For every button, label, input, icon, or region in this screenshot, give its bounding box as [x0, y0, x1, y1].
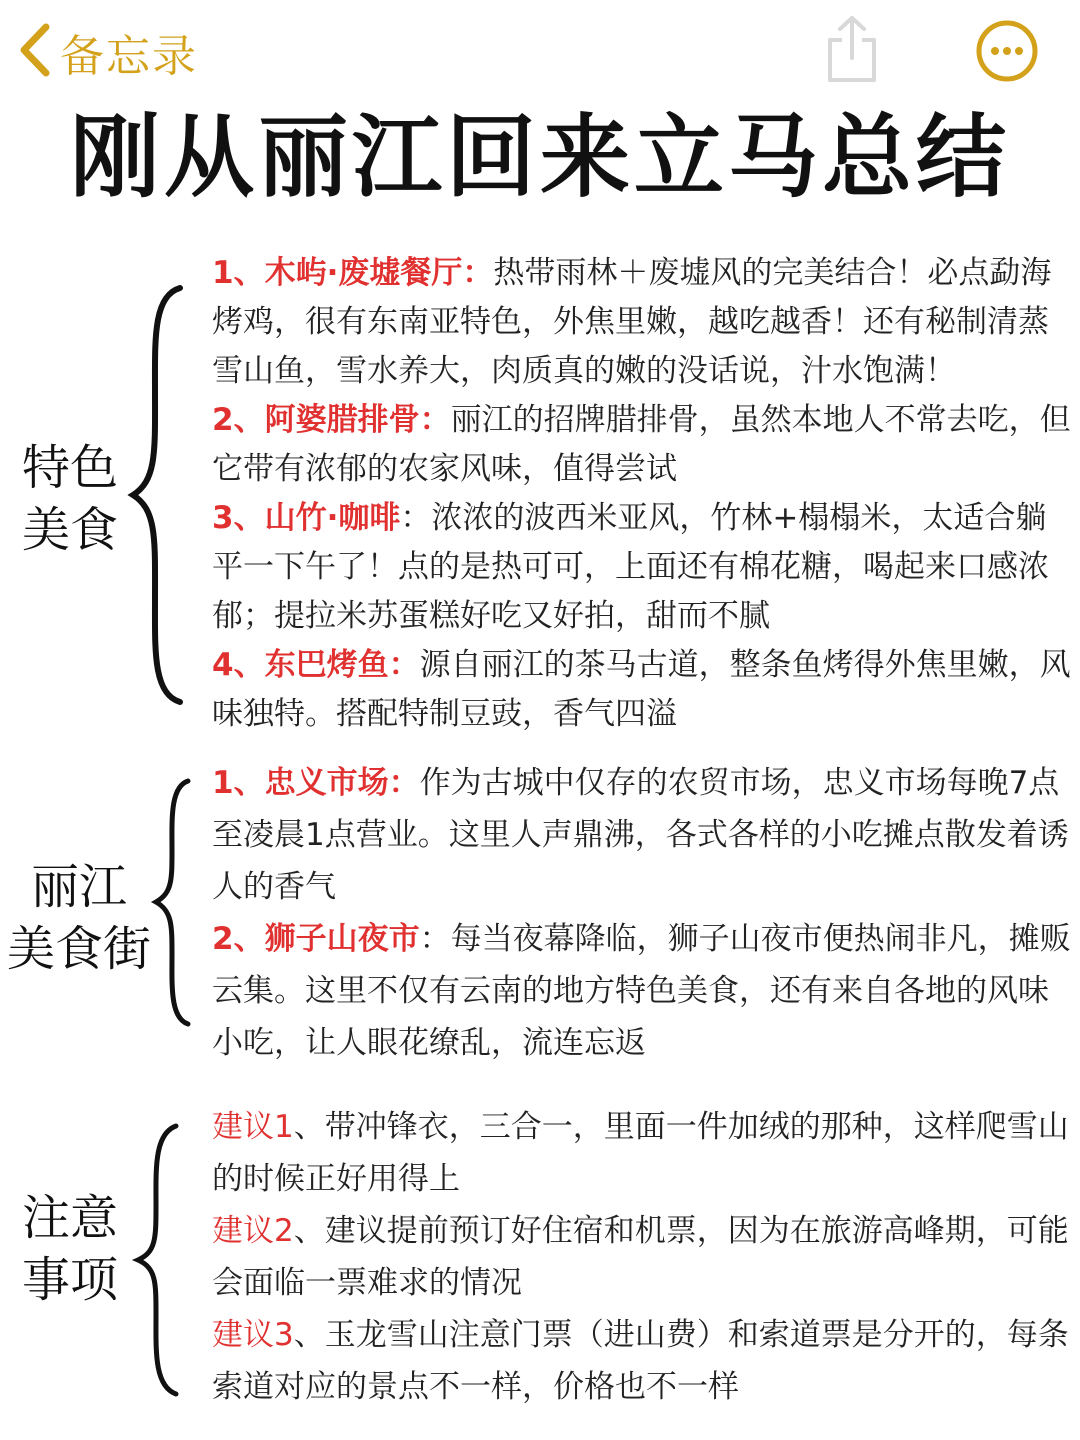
list-item: 建议2、建议提前预订好住宿和机票，因为在旅游高峰期，可能会面临一票难求的情况	[212, 1213, 1069, 1301]
list-item: 建议1、带冲锋衣，三合一，里面一件加绒的那种，这样爬雪山的时候正好用得上	[212, 1109, 1069, 1197]
list-item: 3、山竹·咖啡：浓浓的波西米亚风，竹林+榻榻米，太适合躺平一下午了！点的是热可可，上面还有棉花糖，喝起来口感浓郁；提拉米苏蛋糕好吃又好拍，甜而不腻	[212, 500, 1049, 634]
list-item: 1、忠义市场：作为古城中仅存的农贸市场，忠义市场每晚7点至凌晨1点营业。这里人声鼎沸，各式各样的小吃摊点散发着诱人的香气	[212, 765, 1069, 905]
section-items	[212, 757, 1072, 1069]
more-button[interactable]	[975, 19, 1039, 87]
back-button[interactable]	[14, 20, 198, 84]
section-label: 丽江 美食街	[6, 859, 151, 977]
section-items	[212, 1101, 1072, 1413]
list-item: 4、东巴烤鱼：源自丽江的茶马古道，整条鱼烤得外焦里嫩，风味独特。搭配特制豆豉，香气四溢	[212, 647, 1071, 732]
section-label: 注意 事项	[21, 1190, 118, 1308]
more-icon	[975, 68, 1039, 87]
share-button[interactable]	[822, 14, 882, 88]
note-title: 刚从丽江回来立马总结	[70, 105, 1010, 210]
nav-bar	[0, 0, 1080, 110]
share-icon	[822, 69, 882, 88]
list-item: 2、狮子山夜市：每当夜幕降临，狮子山夜市便热闹非凡，摊贩云集。这里不仅有云南的地方特色美食，还有来自各地的风味小吃，让人眼花缭乱，流连忘返	[212, 921, 1071, 1061]
brace-icon	[130, 1120, 186, 1400]
back-label: 备忘录	[60, 31, 198, 82]
chevron-left-icon	[14, 21, 54, 83]
brace-icon	[125, 280, 195, 710]
brace-icon	[148, 775, 198, 1030]
section-items	[212, 249, 1072, 739]
list-item: 建议3、玉龙雪山注意门票（进山费）和索道票是分开的，每条索道对应的景点不一样，价格也不一样	[212, 1317, 1069, 1405]
section-label: 特色 美食	[21, 440, 118, 558]
list-item: 1、木屿·废墟餐厅：热带雨林＋废墟风的完美结合！必点勐海烤鸡，很有东南亚特色，外焦里嫩，越吃越香！还有秘制清蒸雪山鱼，雪水养大，肉质真的嫩的没话说，汁水饱满！	[212, 255, 1052, 389]
list-item: 2、阿婆腊排骨：丽江的招牌腊排骨，虽然本地人不常去吃，但它带有浓郁的农家风味，值得尝试	[212, 402, 1071, 487]
